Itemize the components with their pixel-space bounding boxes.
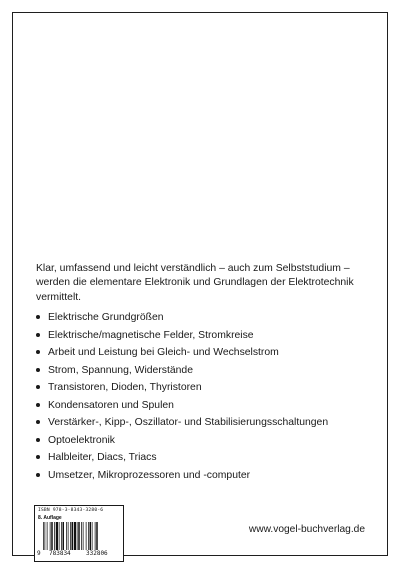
bullet-icon xyxy=(36,438,40,442)
feature-list xyxy=(36,311,328,486)
bullet-icon xyxy=(36,455,40,459)
feature-item xyxy=(36,451,328,469)
barcode-bar xyxy=(56,522,58,550)
barcode-bar xyxy=(54,522,55,550)
barcode-bars xyxy=(43,522,119,550)
barcode-digit-group-1: 783834 xyxy=(49,550,71,557)
feature-label: Optoelektronik xyxy=(48,434,115,446)
feature-label: Verstärker-, Kipp-, Oszillator- und Stabilisierungsschaltungen xyxy=(48,417,329,428)
barcode-bar xyxy=(96,522,98,550)
barcode-bar xyxy=(59,522,60,550)
isbn-number: ISBN 978-3-8343-3280-6 xyxy=(38,508,104,513)
bullet-icon xyxy=(36,420,40,424)
barcode-bar xyxy=(86,522,87,550)
barcode-bar xyxy=(72,522,74,550)
barcode-digit-group-2: 332806 xyxy=(86,550,108,557)
bullet-icon xyxy=(36,368,40,372)
feature-label: Halbleiter, Diacs, Triacs xyxy=(48,452,157,463)
barcode-bar xyxy=(78,522,80,550)
barcode-bar xyxy=(90,522,92,550)
feature-label: Elektrische/magnetische Felder, Stromkreise xyxy=(48,329,254,341)
barcode-bar xyxy=(74,522,76,550)
isbn-barcode xyxy=(34,505,124,562)
barcode-bar xyxy=(83,522,84,550)
feature-item xyxy=(36,381,328,399)
feature-label: Umsetzer, Mikroprozessoren und -computer xyxy=(48,469,251,481)
barcode-bar xyxy=(51,522,53,550)
barcode-bar xyxy=(50,522,51,550)
barcode-bar xyxy=(88,522,89,550)
barcode-bar xyxy=(61,522,62,550)
bullet-icon xyxy=(36,333,40,337)
barcode-bar xyxy=(77,522,78,550)
feature-label: Elektrische Grundgrößen xyxy=(48,312,164,323)
bullet-icon xyxy=(36,315,40,319)
bullet-icon xyxy=(36,385,40,389)
barcode-bar xyxy=(66,522,67,550)
feature-item xyxy=(36,434,328,452)
bullet-icon xyxy=(36,473,40,477)
feature-item xyxy=(36,416,328,434)
intro-text: Klar, umfassend und leicht verständlich – auch zum Selbststudium – werden die elementare Elektronik und Grundlagen der Elektrotechnik vermittelt. xyxy=(36,263,354,303)
edition-label: 8. Auflage xyxy=(38,515,62,521)
publisher-website: www.vogel-buchverlag.de xyxy=(248,524,365,535)
feature-item xyxy=(36,469,328,487)
barcode-bar xyxy=(81,522,82,550)
feature-label: Arbeit und Leistung bei Gleich- und Wechselstrom xyxy=(48,347,279,358)
barcode-bar xyxy=(92,522,93,550)
bullet-icon xyxy=(36,350,40,354)
feature-item xyxy=(36,399,328,417)
bullet-icon xyxy=(36,403,40,407)
feature-label: Strom, Spannung, Widerstände xyxy=(48,364,193,376)
feature-item xyxy=(36,346,328,364)
feature-item xyxy=(36,329,328,347)
barcode-digit-first: 9 xyxy=(37,550,41,557)
barcode-bar xyxy=(47,522,48,550)
feature-label: Transistoren, Dioden, Thyristoren xyxy=(48,382,202,393)
feature-item xyxy=(36,311,328,329)
barcode-bar xyxy=(43,522,44,550)
feature-item xyxy=(36,364,328,382)
barcode-bar xyxy=(45,522,46,550)
barcode-bar xyxy=(63,522,65,550)
barcode-bar xyxy=(70,522,71,550)
barcode-bar xyxy=(95,522,96,550)
feature-label: Kondensatoren und Spulen xyxy=(48,399,174,411)
barcode-bar xyxy=(68,522,69,550)
